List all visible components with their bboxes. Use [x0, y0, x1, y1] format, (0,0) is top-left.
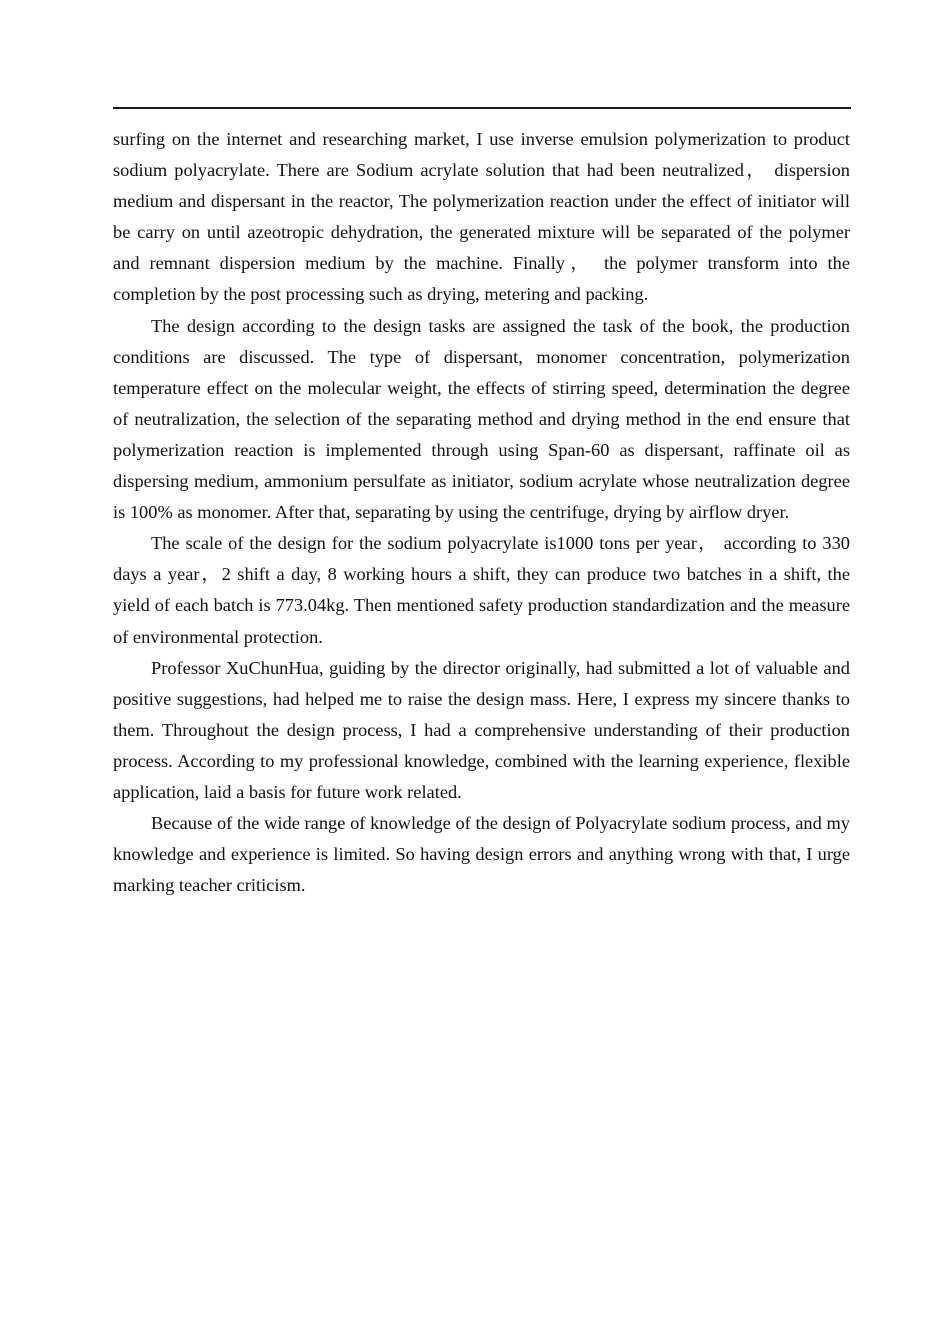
paragraph-production-scale: The scale of the design for the sodium polyacrylate is1000 tons per year， according to 330 days a year，2 shift a day, 8 working hours a shift, they can produce two batches in a shift, the yield of each batch is 773.04kg. Then mentioned safety production standardization and the measure of environmental protection. [113, 533, 850, 647]
paragraph-continuation: surfing on the internet and researching market, I use inverse emulsion polymerization to product sodium polyacrylate. There are Sodium acrylate solution that had been neutralized， dispersion medium and dispersant in the reactor, The polymerization reaction under the effect of initiator will be carry on until azeotropic dehydration, the generated mixture will be separated of the polymer and remnant dispersion medium by the machine. Finally， the polymer transform into the completion by the post processing such as drying, metering and packing. [113, 129, 850, 305]
paragraph-design-conditions: The design according to the design tasks are assigned the task of the book, the production conditions are discussed. The type of dispersant, monomer concentration, polymerization temperature effect on the molecular weight, the effects of stirring speed, determination the degree of neutralization, the selection of the separating method and drying method in the end ensure that polymerization reaction is implemented through using Span-60 as dispersant, raffinate oil as dispersing medium, ammonium persulfate as initiator, sodium acrylate whose neutralization degree is 100% as monomer. After that, separating by using the centrifuge, drying by airflow dryer. [113, 315, 850, 523]
document-body [113, 124, 850, 901]
paragraph-closing: Because of the wide range of knowledge of the design of Polyacrylate sodium process, and my knowledge and experience is limited. So having design errors and anything wrong with that, I urge marking teacher criticism. [113, 813, 850, 896]
header-rule [113, 107, 851, 109]
paragraph-acknowledgement: Professor XuChunHua, guiding by the director originally, had submitted a lot of valuable and positive suggestions, had helped me to raise the design mass. Here, I express my sincere thanks to them. Throughout the design process, I had a comprehensive understanding of their production process. According to my professional knowledge, combined with the learning experience, flexible application, laid a basis for future work related. [113, 657, 850, 802]
